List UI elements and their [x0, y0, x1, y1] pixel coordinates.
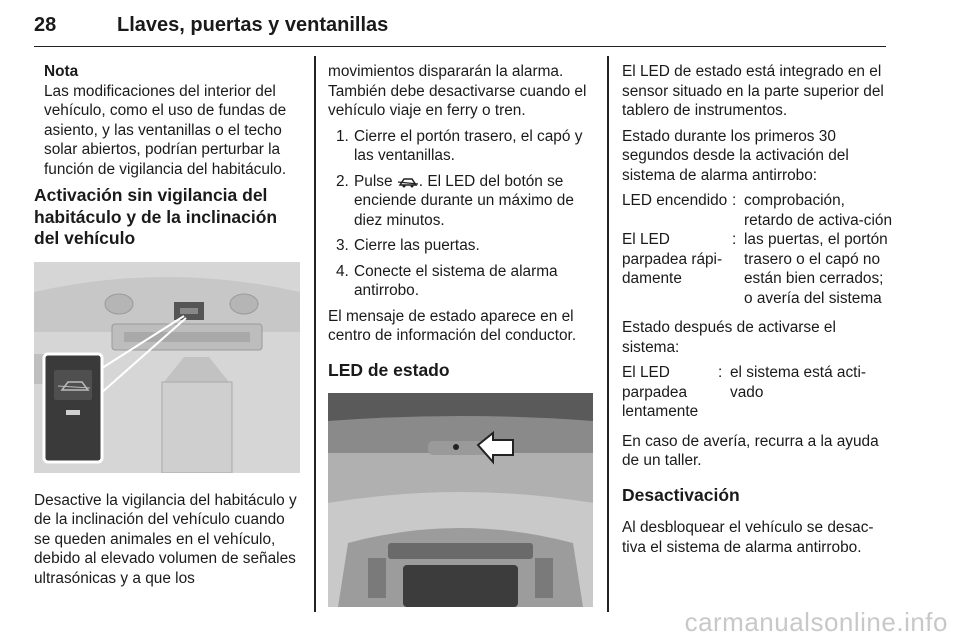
table-term: El LED parpadea rápi-damente	[622, 231, 723, 287]
section-heading: Desactivación	[622, 484, 740, 505]
led-indicator	[66, 410, 80, 415]
table-desc: las puertas, el portón trasero o el capó no están bien cerrados; o avería del sistema	[744, 231, 888, 307]
paragraph: movimientos dispararán la alarma. También debe desactivarse cuando el vehículo viaje en ferry o tren.	[328, 63, 587, 119]
status-table: El LED parpadea lentamente : el sistema está acti-vado	[622, 363, 892, 422]
paragraph: Al desbloquear el vehículo se desac-tiva el sistema de alarma antirrobo.	[622, 519, 874, 556]
paragraph: El LED de estado está integrado en el sensor situado en la parte superior del tablero de instrumentos.	[622, 63, 884, 119]
page-title: Llaves, puertas y ventanillas	[117, 14, 389, 36]
table-term: El LED parpadea lentamente	[622, 364, 699, 420]
note-title: Nota	[44, 63, 79, 80]
list-item: 1. Cierre el portón trasero, el capó y las ventanillas.	[336, 127, 583, 164]
list-item: 4. Conecte el sistema de alarma antirrobo.	[336, 262, 558, 299]
paragraph: El mensaje de estado aparece en el centro de información del conductor.	[328, 307, 577, 344]
status-led	[453, 444, 459, 450]
column-divider	[607, 56, 609, 612]
paragraph: Estado durante los primeros 30 segundos desde la activación del sistema de alarma antirrobo:	[622, 127, 849, 184]
page-number: 28	[34, 14, 57, 36]
list-item: 3. Cierre las puertas.	[336, 237, 480, 254]
section-heading: Activación sin vigilancia del habitáculo y de la inclinación del vehículo	[34, 185, 278, 248]
paragraph: Estado después de activarse el sistema:	[622, 319, 836, 356]
table-desc: el sistema está acti-vado	[730, 364, 866, 401]
column-3	[622, 62, 892, 563]
car-alarm-icon	[397, 175, 419, 189]
page-header	[34, 12, 886, 47]
dashboard-led-figure	[328, 393, 593, 607]
column-1	[34, 62, 302, 594]
paragraph: En caso de avería, recurra a la ayuda de un taller.	[622, 432, 879, 469]
column-divider	[314, 56, 316, 612]
paragraph: Desactive la vigilancia del habitáculo y de la inclinación del vehículo cuando se queden animales en el vehículo, debido al elevado volumen de señales ultrasónicas y a que los	[34, 491, 297, 587]
overhead-console-figure	[34, 262, 300, 473]
note-text: Las modificaciones del interior del vehículo, como el uso de fundas de asiento, y las ventanillas o el techo solar abiertos, podrían perturbar la función de vigilancia del habitáculo.	[44, 82, 287, 178]
table-desc: comprobación, retardo de activa-ción	[744, 192, 892, 229]
section-heading: LED de estado	[328, 359, 450, 380]
column-2	[328, 62, 593, 625]
note-box	[44, 62, 302, 179]
list-item: 2. Pulse . El LED del botón se enciende durante un máximo de diez minutos.	[336, 172, 574, 229]
status-table: LED encendido : comprobación, retardo de activa-ción El LED parpadea rápi-damente : las puertas, el portón trasero o el capó no están bien cerrados; o avería del sistema	[622, 192, 892, 307]
steps-list	[328, 127, 593, 301]
table-term: LED encendido	[622, 192, 728, 209]
watermark: carmanualsonline.info	[684, 607, 948, 637]
